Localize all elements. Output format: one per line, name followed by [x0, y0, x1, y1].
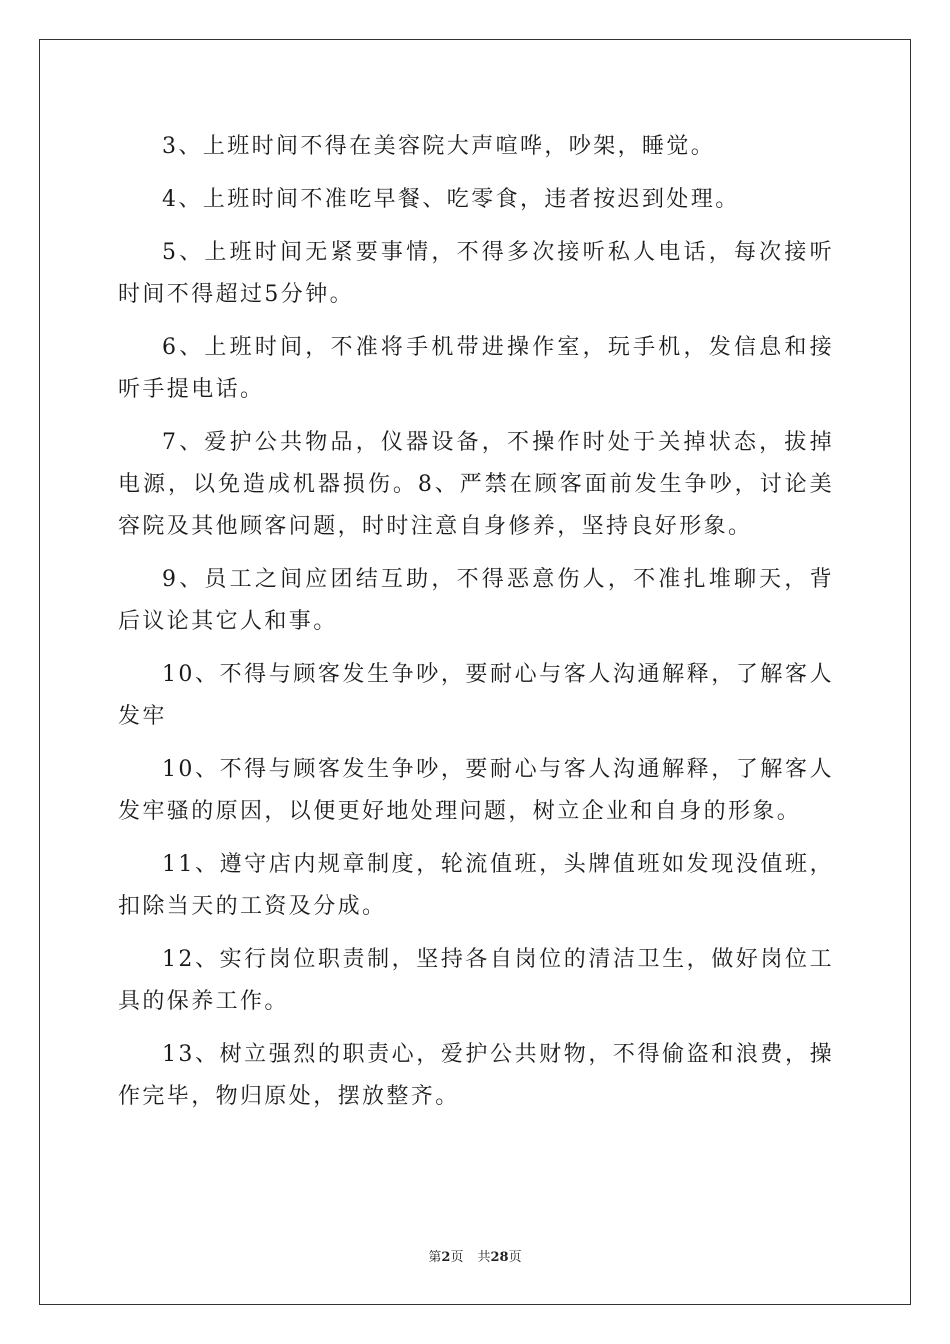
rule-paragraph-9: 9、员工之间应团结互助，不得恶意伤人，不准扎堆聊天，背后议论其它人和事。	[118, 567, 834, 634]
rule-paragraph-10: 10、不得与顾客发生争吵，要耐心与客人沟通解释，了解客人发牢骚的原因，以便更好地处理问题，树立企业和自身的形象。	[118, 757, 834, 824]
document-body	[118, 126, 834, 1129]
page-footer	[0, 1246, 950, 1265]
rule-paragraph-11: 11、遵守店内规章制度，轮流值班，头牌值班如发现没值班，扣除当天的工资及分成。	[118, 852, 834, 919]
rule-paragraph-3: 3、上班时间不得在美容院大声喧哗，吵架，睡觉。	[162, 134, 716, 159]
rule-paragraph-4: 4、上班时间不准吃早餐、吃零食，违者按迟到处理。	[162, 187, 740, 212]
rule-paragraph-5: 5、上班时间无紧要事情，不得多次接听私人电话，每次接听时间不得超过5分钟。	[118, 240, 834, 307]
page-suffix: 页	[450, 1250, 464, 1265]
total-suffix: 页	[508, 1250, 522, 1265]
page-prefix: 第	[428, 1250, 442, 1265]
page-number: 2	[441, 1250, 451, 1265]
rule-paragraph-10-fragment: 10、不得与顾客发生争吵，要耐心与客人沟通解释，了解客人发牢	[118, 662, 834, 729]
rule-paragraph-7-8: 7、爱护公共物品，仪器设备，不操作时处于关掉状态，拔掉电源，以免造成机器损伤。8、严禁在顾客面前发生争吵，讨论美容院及其他顾客问题，时时注意自身修养，坚持良好形象。	[118, 430, 834, 539]
rule-paragraph-12: 12、实行岗位职责制，坚持各自岗位的清洁卫生，做好岗位工具的保养工作。	[118, 947, 834, 1014]
rule-paragraph-13: 13、树立强烈的职责心，爱护公共财物，不得偷盗和浪费，操作完毕，物归原处，摆放整齐。	[118, 1042, 834, 1109]
rule-paragraph-6: 6、上班时间，不准将手机带进操作室，玩手机，发信息和接听手提电话。	[118, 335, 834, 402]
total-prefix: 共	[477, 1250, 491, 1265]
total-pages: 28	[490, 1250, 509, 1265]
